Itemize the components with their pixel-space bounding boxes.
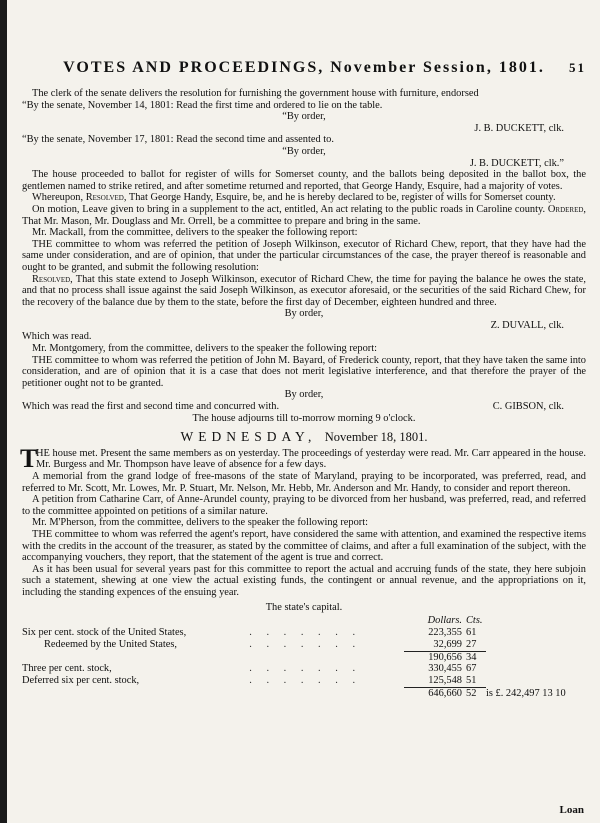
table-row: Redeemed by the United States, . . . . . . . 32,699 27 — [22, 639, 586, 651]
row-cents: 61 — [466, 626, 477, 638]
row-label: Deferred six per cent. stock, — [22, 675, 140, 687]
paragraph: THE committee to whom was referred the petition of Joseph Wilkinson, executor of Richard Chew, report, that they have had the same under consideration, and are of opinion, that under the particular circumstances of the case, the prayer thereof is reasonable and ought to be granted, and submit the following resolution: — [22, 238, 586, 273]
paragraph: A petition from Catharine Carr, of Anne-Arundel county, praying to be divorced from her husband, was preferred, read, and referred to the committee appointed on petitions of a similar nature. — [22, 494, 586, 517]
paragraph: Which was read. — [22, 331, 92, 343]
adjournment-line: The house adjourns till to-morrow morning 9 o'clock. — [192, 412, 416, 424]
row-cents: 67 — [466, 663, 477, 675]
signature-name: C. GIBSON, clk. — [492, 401, 564, 413]
paragraph: The house proceeded to ballot for register of wills for Somerset county, and the ballots being deposited in the ballot box, the gentlemen named to strike retired, and after sometime returned and reported, that George Handy, Esquire, had a majority of votes. — [22, 169, 586, 192]
row-cents: 52 — [462, 687, 486, 699]
row-dollars: 190,656 — [404, 651, 462, 663]
row-label — [22, 651, 249, 663]
running-header — [22, 59, 586, 80]
signature-order: “By order, — [282, 145, 326, 157]
row-dollars: 32,699 — [433, 638, 462, 650]
day-heading — [22, 431, 586, 444]
row-label — [22, 687, 249, 699]
paragraph: As it has been usual for several years past for this committee to report the actual and accruing funds of the state, they here subjoin such a statement, shewing at one view the actual existing funds, the contingent or annual revenue, and the appropriations on it, including the standing expences of the ensuing year. — [22, 563, 586, 598]
capital-title: The state's capital. — [265, 601, 343, 613]
paragraph: “By the senate, November 17, 1801: Read the second time and assented to. — [22, 134, 334, 146]
paragraph: THE committee to whom was referred the petition of John M. Bayard, of Frederick county, report, that they have taken the same into consideration, and are of opinion that it is a case that does not merit legislative interference, and that therefore the prayer of the petitioner ought not to be granted. — [22, 354, 586, 389]
row-cents: 51 — [466, 675, 477, 687]
header-title: VOTES AND PROCEEDINGS, November Session, 1801. — [63, 59, 545, 76]
column-header-cents: Cts. — [466, 615, 483, 627]
day-date: November 18, 1801. — [324, 430, 428, 445]
table-row: Deferred six per cent. stock, . . . . . . . 125,548 51 — [22, 675, 586, 687]
table-total-row — [22, 687, 586, 699]
paragraph: Resolved, That this state extend to Joseph Wilkinson, executor of Richard Chew, the time for paying the balance he owes the state, and that no process shall issue against the said Joseph Wilkinson, as executor aforesaid, or the securities of the said Richard Chew, for the recovery of the balance due by them to the state, before the first day of December, eighteen hundred and three. — [22, 273, 586, 308]
paragraph: Which was read the first and second time and concurred with. — [22, 401, 280, 413]
drop-cap: T — [20, 443, 38, 473]
page-number: 51 — [569, 60, 586, 75]
table-row — [22, 651, 586, 663]
paragraph: THE committee to whom was referred the agent's report, have considered the same with attention, and examined the respective items with the credits in the account of the treasurer, as stated by the committee of claims, and after a full examination of the subject, with the accompanying vouchers, they report, that the statement of the agent is true and correct. — [22, 528, 586, 564]
paragraph: Whereupon, Resolved, That George Handy, Esquire, be, and he is hereby declared to be, register of wills for Somerset county. — [32, 192, 556, 204]
signature-name: Z. DUVALL, clk. — [490, 319, 564, 331]
paragraph: On motion, Leave given to bring in a supplement to the act, entitled, An act relating to the public roads in Caroline county. Ordered, That Mr. Mason, Mr. Douglass and Mr. Orrell, be a committee to prepare and bring in the same. — [22, 203, 586, 227]
row-dollars: 223,355 — [428, 626, 462, 638]
signature-order: “By order, — [282, 111, 326, 123]
paragraph: Mr. Mackall, from the committee, delivers to the speaker the following report: — [32, 227, 358, 239]
signature-order: By order, — [284, 389, 324, 401]
capital-table — [22, 615, 586, 700]
sterling-equivalent: is £. 242,497 13 10 — [486, 687, 566, 699]
paragraph: The clerk of the senate delivers the resolution for furnishing the government house with furniture, endorsed — [32, 88, 479, 99]
row-dollars: 330,455 — [428, 663, 462, 675]
row-label: Three per cent. stock, — [22, 663, 112, 675]
binding-spine — [0, 0, 7, 823]
row-label: Six per cent. stock of the United States, — [22, 626, 187, 638]
signature-name: J. B. DUCKETT, clk. — [474, 122, 564, 134]
day-name: WEDNESDAY, — [180, 429, 317, 445]
column-header-dollars: Dollars. — [427, 615, 462, 627]
paragraph: Mr. M'Pherson, from the committee, delivers to the speaker the following report: — [32, 517, 369, 529]
signature-order: By order, — [284, 308, 324, 320]
signature-row — [22, 401, 586, 413]
row-dollars: 125,548 — [428, 675, 462, 687]
row-cents: 34 — [462, 651, 486, 663]
paragraph: “By the senate, November 14, 1801: Read the first time and ordered to lie on the table. — [22, 99, 383, 111]
row-dollars: 646,660 — [404, 687, 462, 699]
paragraph: HE house met. Present the same members as on yesterday. The proceedings of yesterday were read. Mr. Carr appeared in the house. Mr. Burgess and Mr. Thompson have leave of absence for a few days. — [36, 447, 586, 471]
table-row: Six per cent. stock of the United States, . . . . . . . 223,355 61 — [22, 627, 586, 639]
paragraph: Mr. Montgomery, from the committee, delivers to the speaker the following report: — [32, 343, 378, 355]
signature-name: J. B. DUCKETT, clk.” — [469, 157, 564, 169]
opening-paragraph — [20, 443, 586, 473]
catchword: Loan — [559, 804, 584, 817]
table-header-row — [22, 615, 586, 627]
row-label: Redeemed by the United States, — [44, 638, 178, 650]
table-row: Three per cent. stock, . . . . . . . 330,455 67 — [22, 663, 586, 675]
paragraph: A memorial from the grand lodge of free-masons of the state of Maryland, praying to be incorporated, was preferred, read, and referred to Mr. Scott, Mr. Lowes, Mr. P. Stuart, Mr. Nelson, Mr. Hebb, Mr. Anderson and Mr. Handy, to consider and report thereon. — [22, 471, 586, 494]
row-cents: 27 — [466, 638, 477, 650]
